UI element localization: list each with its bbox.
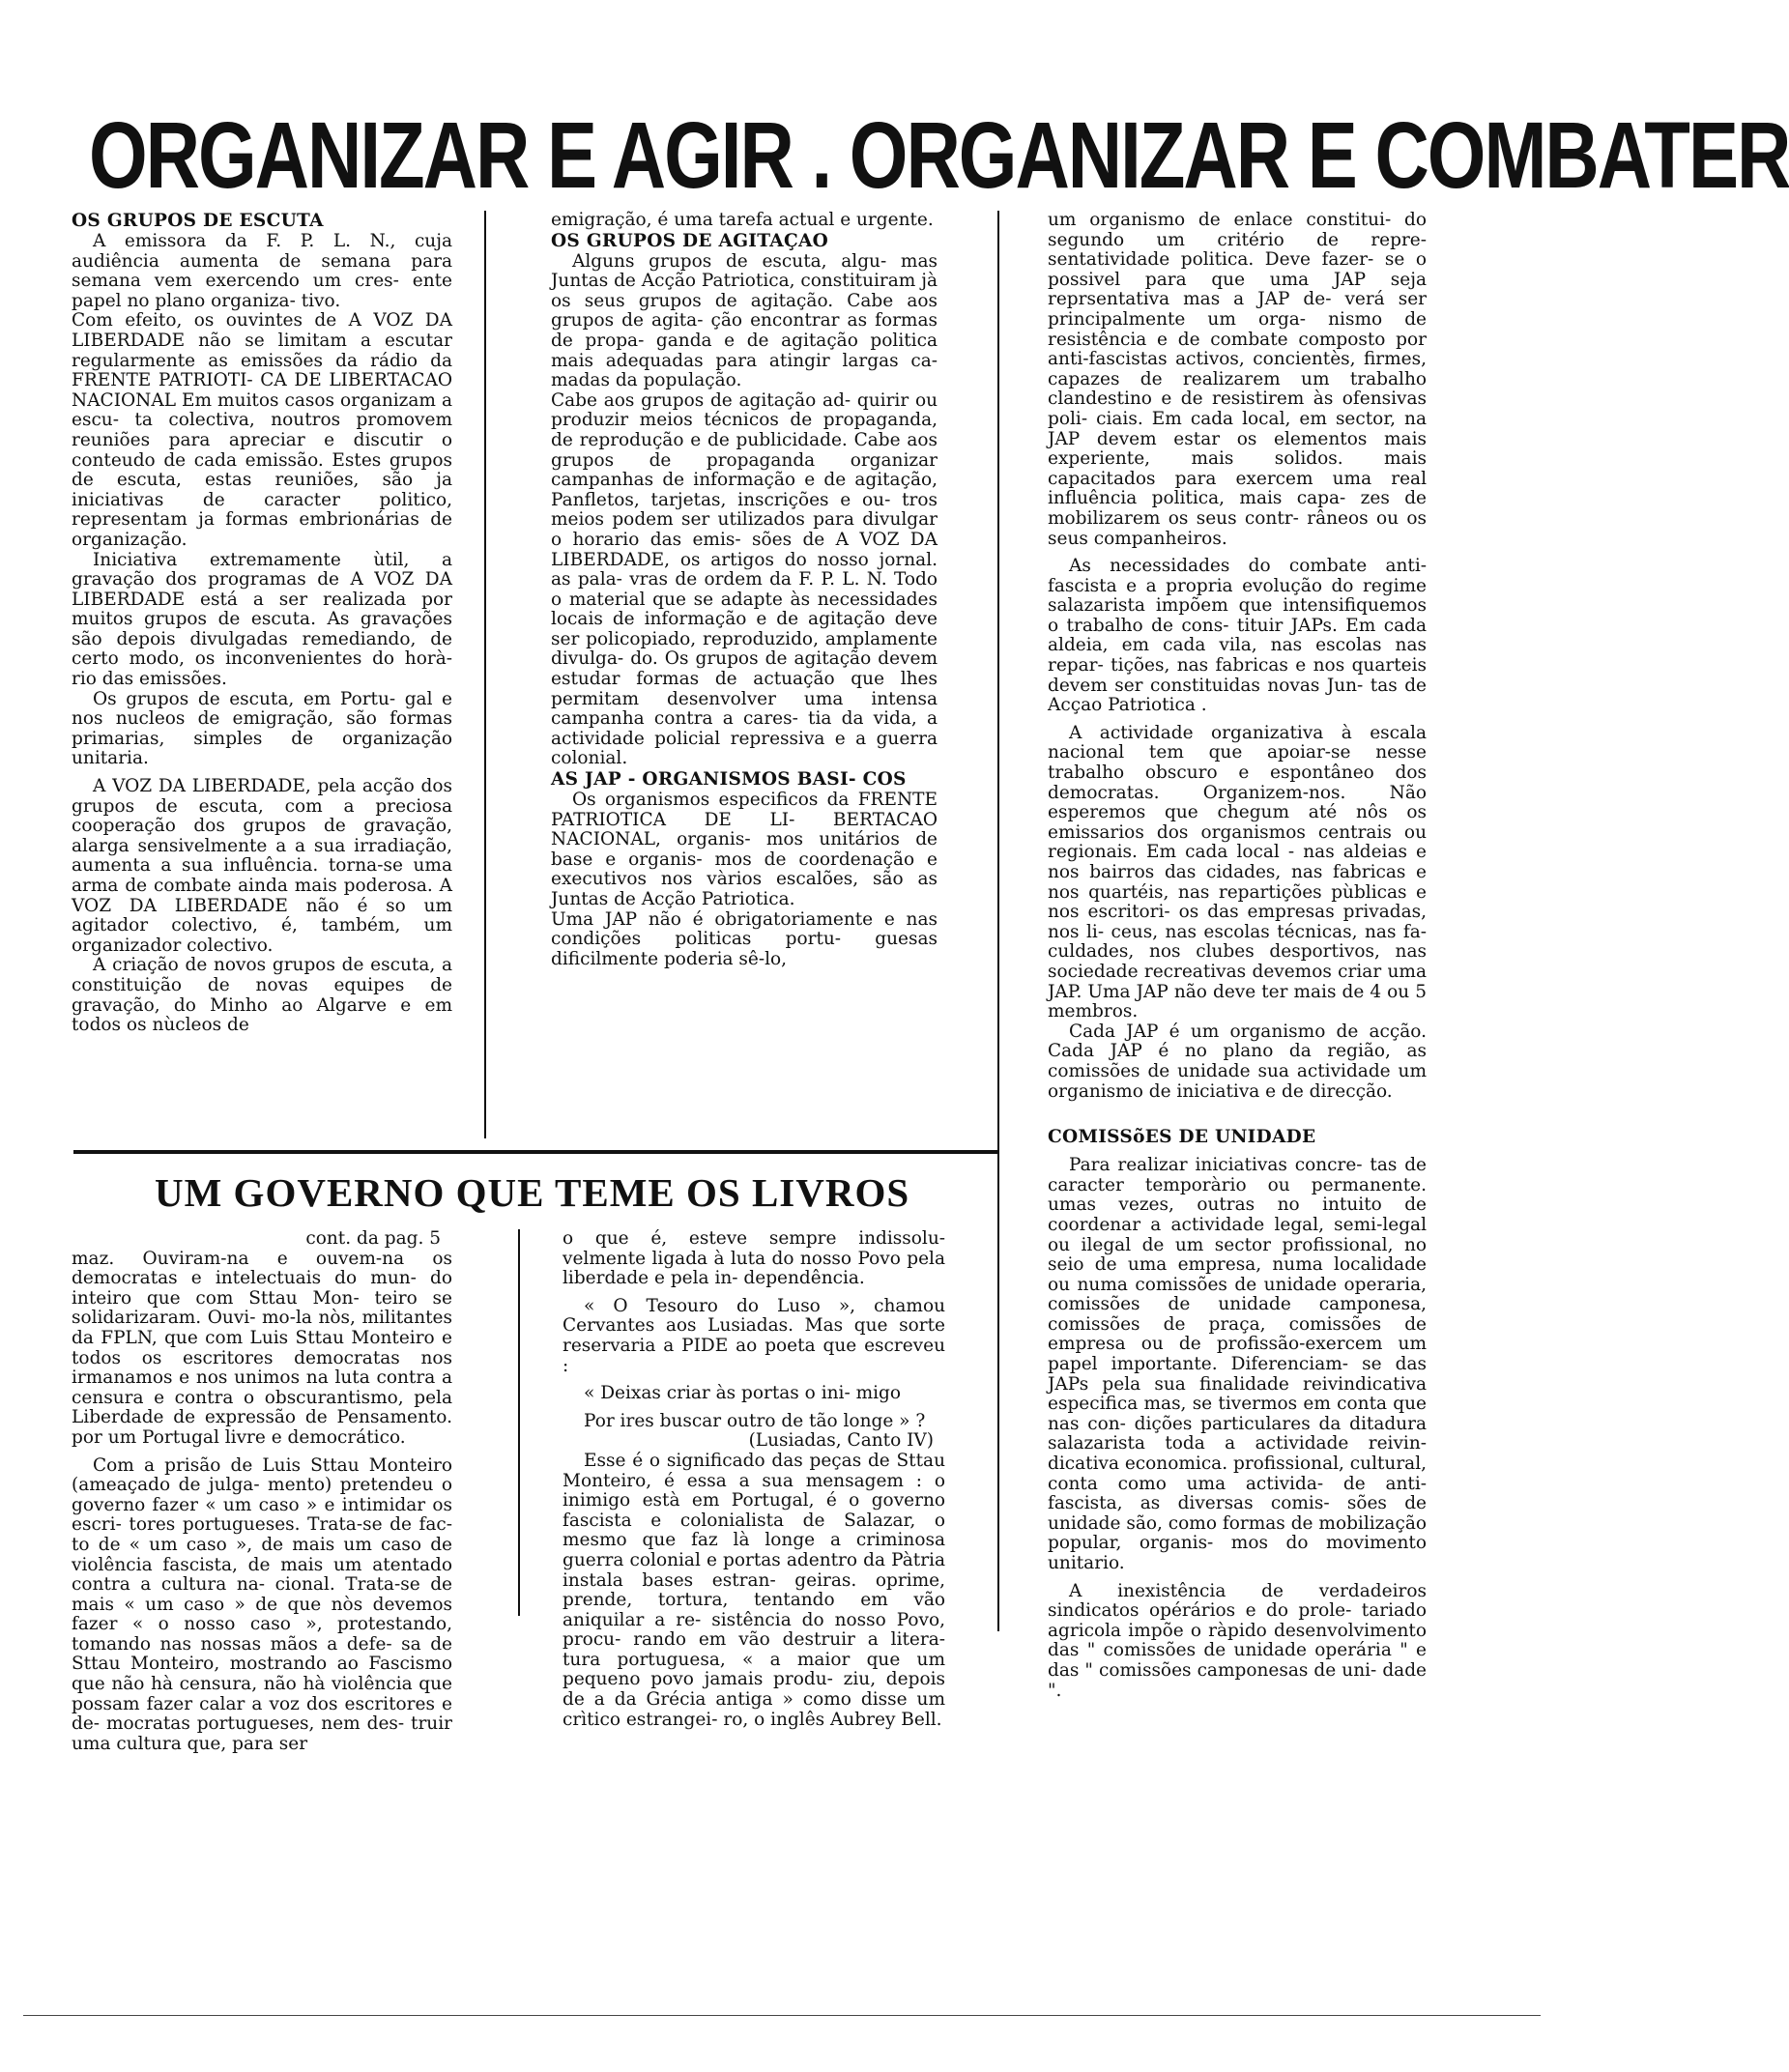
paragraph: A actividade organizativa à escala nacional tem que apoiar-se nesse trabalho obscuro e espontâneo dos democratas. Organizem-nos. Não esperemos que chegum até nôs os emissarios dos organismos centrais ou regionais. Em cada local - nas aldeias e nos bairros das cidades, nas fabricas e nos quartéis, nas repartições pùblicas e nos escritori- os das empresas privadas, nos li- ceus, nas escolas técnicas, nas fa- culdades, nos clubes desportivos, nas sociedade recreativas devemos criar uma JAP. Uma JAP não deve ter mais de 4 ou 5 membros. — [1048, 722, 1427, 1022]
article2-column-left — [72, 1229, 452, 1857]
paragraph: Os grupos de escuta, em Portu- gal e nos nucleos de emigração, são formas primarias, simples de organização unitaria. — [72, 688, 452, 769]
verse-line: Por ires buscar outro de tão longe » ? — [584, 1410, 926, 1431]
paragraph: Esse é o significado das peças de Sttau Monteiro, é essa a sua mensagem : o inimigo està em Portugal, é o governo fascista e colonialista de Salazar, o mesmo que faz là longe a criminosa guerra colonial e portas adentro da Pàtria instala bases estran- geiras. oprime, prende, tortura, tentando em vão aniquilar a re- sistência do nosso Povo, procu- rando em vão destruir a litera- tura portuguesa, « a maior que um pequeno povo jamais produ- ziu, depois de a da Grécia antiga » como disse um crìtico estrangei- ro, o inglês Aubrey Bell. — [563, 1450, 945, 1730]
section-heading-grupos-de-escuta: OS GRUPOS DE ESCUTA — [72, 211, 324, 231]
paragraph: Cada JAP é um organismo de acção. Cada JAP é no plano da região, as comissões de unidade sua actividade um organismo de iniciativa e de direcção. — [1048, 1021, 1427, 1102]
paragraph: A criação de novos grupos de escuta, a constituição de novas equipes de gravação, do Minho ao Algarve e em todos os nùcleos de — [72, 955, 452, 1036]
paragraph: A emissora da F. P. L. N., cuja audiência aumenta de semana para semana vem exercendo um cres- ente papel no plano organiza- tivo. — [72, 231, 452, 311]
citation: (Lusiadas, Canto IV) — [748, 1430, 934, 1452]
column-divider — [997, 211, 999, 1631]
paragraph: o que é, esteve sempre indissolu- velmente ligada à luta do nosso Povo pela liberdade e pela in- dependência. — [563, 1228, 945, 1289]
article-divider — [73, 1150, 999, 1154]
column-divider — [484, 211, 486, 1138]
paragraph: A VOZ DA LIBERDADE, pela acção dos grupos de escuta, com a preciosa cooperação dos grupos de gravação, alarga sensivelmente a a sua irradiação, aumenta a sua influência. torna-se uma arma de combate ainda mais poderosa. A VOZ DA LIBERDADE não é so um agitador colectivo, é, também, um organizador colectivo. — [72, 776, 452, 956]
page-bottom-rule — [23, 2015, 1541, 2016]
paragraph: « O Tesouro do Luso », chamou Cervantes aos Lusiadas. Mas que sorte reservaria a PIDE ao poeta que escreveu : — [563, 1295, 945, 1376]
paragraph: maz. Ouviram-na e ouvem-na os democratas e intelectuais do mun- do inteiro que com Sttau Mon- teiro se solidarizaram. Ouvi- mo-la nòs, militantes da FPLN, que com Luis Sttau Monteiro e todos os escritores democratas nos irmanamos e nos unimos na luta contra a censura e contra o obscurantismo, pela Liberdade de expressão de Pensamento. por um Portugal livre e democrático. — [72, 1248, 452, 1448]
verse-line: « Deixas criar às portas o ini- migo — [584, 1383, 902, 1404]
paragraph: Uma JAP não é obrigatoriamente e nas condições politicas portu- guesas dificilmente poderia sê-lo, — [551, 908, 938, 969]
paragraph: Com a prisão de Luis Sttau Monteiro (ameaçado de julga- mento) pretendeu o governo fazer « um caso » e intimidar os escri- tores portugueses. Trata-se de fac- to de « um caso », de mais um caso de violência fascista, de mais um atentado contra a cultura na- cional. Trata-se de mais « um caso » de que nòs devemos fazer « o nosso caso », protestando, tomando nas nossas mãos a defe- sa de Sttau Monteiro, mostrando ao Fascismo que não hà censura, não hà violência que possam fazer calar a voz dos escritores e de- mocratas portugueses, nem des- truir uma cultura que, para ser — [72, 1454, 452, 1754]
article2-column-right — [563, 1229, 945, 1857]
paragraph: Alguns grupos de escuta, algu- mas Juntas de Acção Patriotica, constituiram jà os seus grupos de agitação. Cabe aos grupos de agita- ção encontrar as formas de propa- ganda e de agitação politica mais adequadas para atingir largas ca- madas da população. — [551, 250, 938, 391]
article-title: UM GOVERNO QUE TEME OS LIVROS — [155, 1170, 910, 1215]
column-divider — [518, 1229, 520, 1616]
paragraph: emigração, é uma tarefa actual e urgente. — [551, 210, 934, 230]
column-grupos-de-escuta — [72, 211, 452, 1138]
paragraph: A inexistência de verdadeiros sindicatos opérários e do prole- tariado agricola impõe o ràpido desenvolvimento das " comissões de unidade operária " e das " comissões camponesas de uni- dade ". — [1048, 1580, 1427, 1701]
paragraph: um organismo de enlace constitui- do segundo um critério de repre- sentatividade politica. Deve fazer- se o possivel para que uma JAP seja reprsentativa mas a JAP de- verá ser principalmente um orga- nismo de resistência e de combate composto por anti-fascistas activos, concientès, firmes, capazes de realizarem um trabalho clandestino e de resistirem às ofensivas poli- ciais. Em cada local, em sector, na JAP devem estar os elementos mais experiente, mais solidos. mais capacitados para exercem uma real influência politica, mais capa- zes de mobilizarem os seus contr- râneos ou os seus companheiros. — [1048, 210, 1427, 549]
paragraph: As necessidades do combate anti- fascista e a propria evolução do regime salazarista impõem que intensifiquemos o trabalho de cons- tituir JAPs. Em cada aldeia, em cada vila, nas escolas nas repar- tições, nas fabricas e nos quarteis devem ser constituidas novas Jun- tas de Acçao Patriotica . — [1048, 556, 1427, 716]
paragraph: Com efeito, os ouvintes de A VOZ DA LIBERDADE não se limitam a escutar regularmente as emissões da rádio da FRENTE PATRIOTI- CA DE LIBERTACAO NACIONAL Em muitos casos organizam a escu- ta colectiva, noutros promovem reuniões para apreciar e discutir o conteudo de cada emissão. Estes grupos de escuta, estas reuniões, são ja iniciativas de caracter politico, representam ja formas embrionárias de organização. — [72, 310, 452, 550]
paragraph: Os organismos especificos da FRENTE PATRIOTICA DE LI- BERTACAO NACIONAL, organis- mos unitários de base e organis- mos de coordenação e executivos nos vàrios escalões, são as Juntas de Acção Patriotica. — [551, 790, 938, 909]
section-heading-grupos-de-agitacao: OS GRUPOS DE AGITAÇAO — [551, 230, 829, 251]
paragraph: Cabe aos grupos de agitação ad- quirir ou produzir meios técnicos de propaganda, de reprodução e de publicidade. Cabe aos grupos de propaganda organizar campanhas de informação e de agitação, Panfletos, tarjetas, inscrições e ou- tros meios podem ser utilizados para divulgar o horario das emis- sões de A VOZ DA LIBERDADE, os artigos do nosso jornal. as pala- vras de ordem da F. P. L. N. Todo o material que se adapte às necessidades locais de informação e de agitação deve ser policopiado, reproduzido, amplamente divulga- do. Os grupos de agitação devem estudar formas de actuação que lhes permitam desenvolver uma intensa campanha contra a cares- tia da vida, a actividade policial repressiva e a guerra colonial. — [551, 389, 938, 769]
column-jap-comissoes — [1048, 211, 1427, 1776]
section-heading-jap: AS JAP - ORGANISMOS BASI- COS — [551, 769, 907, 791]
paragraph: Iniciativa extremamente ùtil, a gravação dos programas de A VOZ DA LIBERDADE está a ser realizada por muitos grupos de escuta. As gravações são depois divulgadas remediando, de certo modo, os inconvenientes do horà- rio das emissões. — [72, 549, 452, 690]
column-grupos-de-agitacao — [551, 211, 938, 1138]
section-heading-comissoes: COMISSõES DE UNIDADE — [1048, 1127, 1316, 1148]
paragraph: Para realizar iniciativas concre- tas de caracter temporàrio ou permanente. umas vezes, outras no intuito de coordenar a actividade legal, semi-legal ou ilegal de um sector profissional, no seio de uma empresa, numa localidade ou numa comissões de unidade operaria, comissões de unidade camponesa, comissões de praça, comissões de empresa ou de profissão-exercem um papel importante. Diferenciam- se das JAPs pela sua finalidade reivindicativa especifica mas, se tivermos em conta que nas con- dições particulares da ditadura salazarista toda a actividade reivin- dicativa economica. profissional, cultural, conta como uma activida- de anti-fascista, as diversas comis- sões de unidade são, como formas de mobilização popular, organis- mos do movimento unitario. — [1048, 1155, 1428, 1573]
page-headline: ORGANIZAR E AGIR . ORGANIZAR E COMBATER — [89, 101, 1789, 208]
continued-note: cont. da pag. 5 — [305, 1228, 441, 1249]
